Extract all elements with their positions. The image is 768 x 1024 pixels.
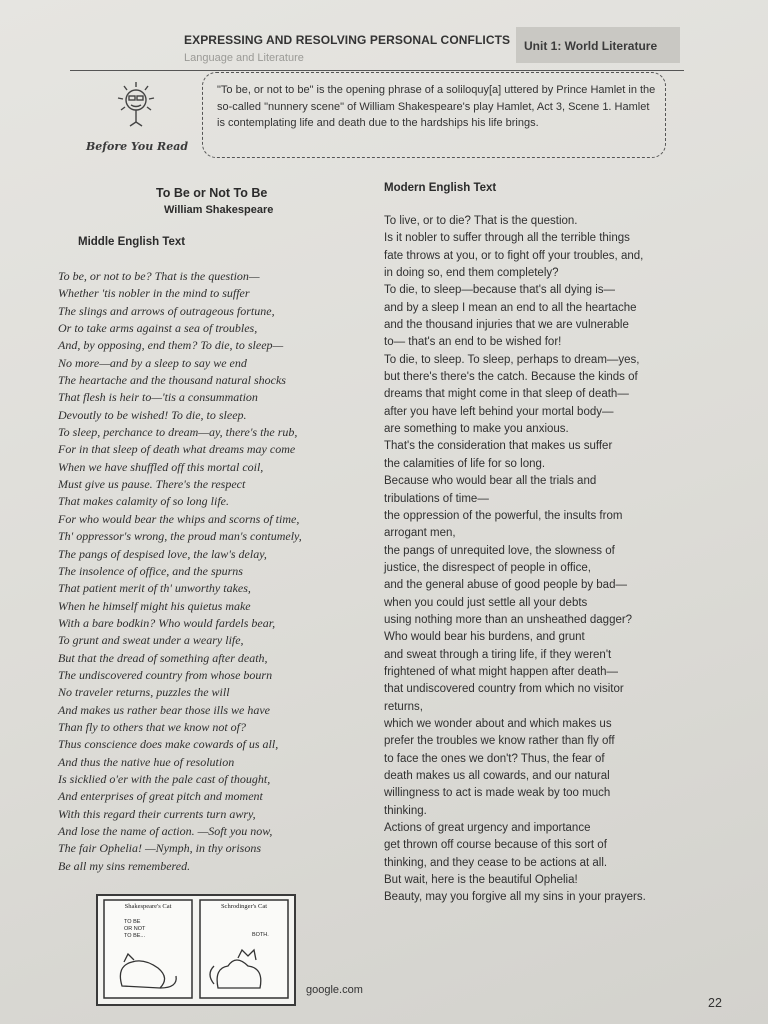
- middle-line: The pangs of despised love, the law's delay,: [58, 546, 267, 561]
- modern-english-text: [384, 213, 704, 907]
- modern-line: thinking, and they cease to be actions at all.: [384, 856, 608, 869]
- modern-line: after you have left behind your mortal body—: [384, 405, 614, 418]
- middle-line: With this regard their currents turn awry,: [58, 806, 256, 821]
- modern-line: in doing so, end them completely?: [384, 267, 559, 280]
- middle-line: That flesh is heir to—'tis a consummation: [58, 390, 258, 405]
- middle-line: Than fly to others that we know not of?: [58, 719, 246, 734]
- modern-line: Actions of great urgency and importance: [384, 822, 591, 835]
- modern-line: but there's there's the catch. Because the kinds of: [384, 371, 638, 384]
- middle-line: When we have shuffled off this mortal coil,: [58, 459, 264, 474]
- modern-line: and sweat through a tiring life, if they weren't: [384, 648, 612, 661]
- subject-subtitle: Language and Literature: [184, 52, 304, 64]
- page-number: 22: [708, 996, 722, 1010]
- unit-label: Unit 1: World Literature: [524, 39, 658, 53]
- middle-line: And, by opposing, end them? To die, to sleep—: [58, 338, 284, 353]
- middle-line: The heartache and the thousand natural shocks: [58, 373, 286, 388]
- middle-english-text: [58, 268, 368, 875]
- comic-right-title: Schrodinger's Cat: [220, 903, 268, 910]
- middle-line: No more—and by a sleep to say we end: [58, 355, 247, 370]
- middle-line: Or to take arms against a sea of troubles,: [58, 321, 258, 336]
- modern-line: Because who would bear all the trials and: [384, 475, 597, 488]
- modern-line: willingness to act is made weak by too much: [384, 787, 611, 800]
- intro-callout-text: "To be, or not to be" is the opening phrase of a soliloquy[a] uttered by Prince Hamlet in the so-called "nunnery scene" of William Shakespeare's play Hamlet, Act 3, Scene 1. Hamlet is contemplating life and death due to the hardships his life brings.: [217, 84, 656, 129]
- modern-line: to— that's an end to be wished for!: [384, 336, 562, 349]
- middle-line: Devoutly to be wished! To die, to sleep.: [58, 407, 247, 422]
- modern-line: to face the ones we don't? Thus, the fear of: [384, 752, 605, 765]
- middle-line: Must give us pause. There's the respect: [58, 477, 246, 492]
- chapter-title: EXPRESSING AND RESOLVING PERSONAL CONFLICTS: [184, 33, 511, 47]
- modern-line: are something to make you anxious.: [384, 423, 569, 436]
- middle-line: Be all my sins remembered.: [58, 858, 191, 873]
- middle-line: To be, or not to be? That is the question—: [58, 269, 260, 283]
- modern-line: prefer the troubles we know rather than fly off: [384, 735, 615, 748]
- modern-line: and the thousand injuries that we are vulnerable: [384, 319, 629, 332]
- middle-line: For who would bear the whips and scorns of time,: [58, 511, 300, 526]
- poem-title: To Be or Not To Be: [156, 186, 268, 200]
- before-you-read-label: Before You Read: [86, 140, 189, 153]
- modern-line: the oppression of the powerful, the insults from: [384, 509, 623, 522]
- middle-line: Whether 'tis nobler in the mind to suffer: [58, 286, 250, 301]
- modern-line: the pangs of unrequited love, the slowness of: [384, 544, 615, 557]
- modern-line: the calamities of life for so long.: [384, 457, 546, 470]
- middle-line: And thus the native hue of resolution: [58, 754, 235, 769]
- middle-line: For in that sleep of death what dreams may come: [58, 442, 296, 457]
- comic-left-bubble-1: TO BE: [124, 919, 141, 925]
- middle-line: And enterprises of great pitch and moment: [58, 789, 263, 804]
- middle-line: Is sicklied o'er with the pale cast of thought,: [58, 771, 271, 786]
- comic-left-bubble-3: TO BE...: [124, 933, 145, 939]
- sun-face-icon: [108, 76, 164, 128]
- middle-line: But that the dread of something after death,: [58, 650, 268, 665]
- modern-line: But wait, here is the beautiful Ophelia!: [384, 874, 578, 887]
- middle-line: The undiscovered country from whose bourn: [58, 667, 273, 682]
- modern-line: fate throws at you, or to fight off your troubles, and,: [384, 249, 644, 262]
- comic-right-bubble: BOTH.: [252, 932, 269, 938]
- middle-line: The slings and arrows of outrageous fortune,: [58, 303, 275, 318]
- middle-line: And makes us rather bear those ills we have: [58, 702, 270, 717]
- middle-line: Thus conscience does make cowards of us all,: [58, 737, 279, 752]
- image-credit: google.com: [306, 984, 363, 996]
- modern-line: when you could just settle all your debts: [384, 596, 588, 609]
- modern-line: tribulations of time—: [384, 492, 489, 505]
- header-divider: [70, 70, 684, 71]
- cat-comic-image: [96, 894, 296, 1006]
- modern-line: which we wonder about and which makes us: [384, 717, 612, 730]
- modern-line: death makes us all cowards, and our natural: [384, 770, 610, 782]
- poem-author: William Shakespeare: [164, 204, 274, 216]
- modern-line: Beauty, may you forgive all my sins in your prayers.: [384, 891, 646, 904]
- middle-line: To sleep, perchance to dream—ay, there's the rub,: [58, 425, 298, 440]
- modern-line: and by a sleep I mean an end to all the heartache: [384, 301, 637, 314]
- middle-line: That patient merit of th' unworthy takes,: [58, 581, 251, 596]
- modern-line: To die, to sleep. To sleep, perhaps to dream—yes,: [384, 353, 640, 366]
- modern-line: thinking.: [384, 804, 427, 817]
- modern-line: frightened of what might happen after death—: [384, 665, 618, 678]
- modern-line: using nothing more than an unsheathed dagger?: [384, 613, 633, 626]
- modern-line: dreams that might come in that sleep of death—: [384, 388, 629, 401]
- middle-line: With a bare bodkin? Who would fardels bear,: [58, 615, 276, 630]
- middle-line: To grunt and sweat under a weary life,: [58, 633, 244, 648]
- comic-left-bubble-2: OR NOT: [124, 926, 146, 932]
- modern-line: To die, to sleep—because that's all dying is—: [384, 284, 616, 297]
- middle-english-heading: Middle English Text: [78, 236, 186, 248]
- middle-line: The fair Ophelia! —Nymph, in thy orisons: [58, 841, 261, 856]
- modern-line: that undiscovered country from which no visitor: [384, 683, 624, 696]
- modern-line: That's the consideration that makes us suffer: [384, 440, 613, 453]
- middle-line: Th' oppressor's wrong, the proud man's contumely,: [58, 529, 302, 544]
- middle-line: When he himself might his quietus make: [58, 598, 251, 613]
- modern-line: Is it nobler to suffer through all the terrible things: [384, 232, 630, 245]
- modern-line: To live, or to die? That is the question.: [384, 215, 578, 227]
- middle-line: And lose the name of action. —Soft you now,: [58, 824, 273, 838]
- middle-line: That makes calamity of so long life.: [58, 494, 229, 509]
- modern-line: returns,: [384, 700, 423, 713]
- modern-line: and the general abuse of good people by bad—: [384, 579, 627, 592]
- modern-line: arrogant men,: [384, 527, 456, 540]
- modern-line: justice, the disrespect of people in office,: [384, 561, 591, 574]
- modern-english-heading: Modern English Text: [384, 182, 497, 194]
- middle-line: The insolence of office, and the spurns: [58, 563, 243, 578]
- comic-left-title: Shakespeare's Cat: [124, 903, 172, 910]
- modern-line: get thrown off course because of this sort of: [384, 839, 607, 852]
- middle-line: No traveler returns, puzzles the will: [58, 685, 230, 700]
- modern-line: Who would bear his burdens, and grunt: [384, 631, 585, 644]
